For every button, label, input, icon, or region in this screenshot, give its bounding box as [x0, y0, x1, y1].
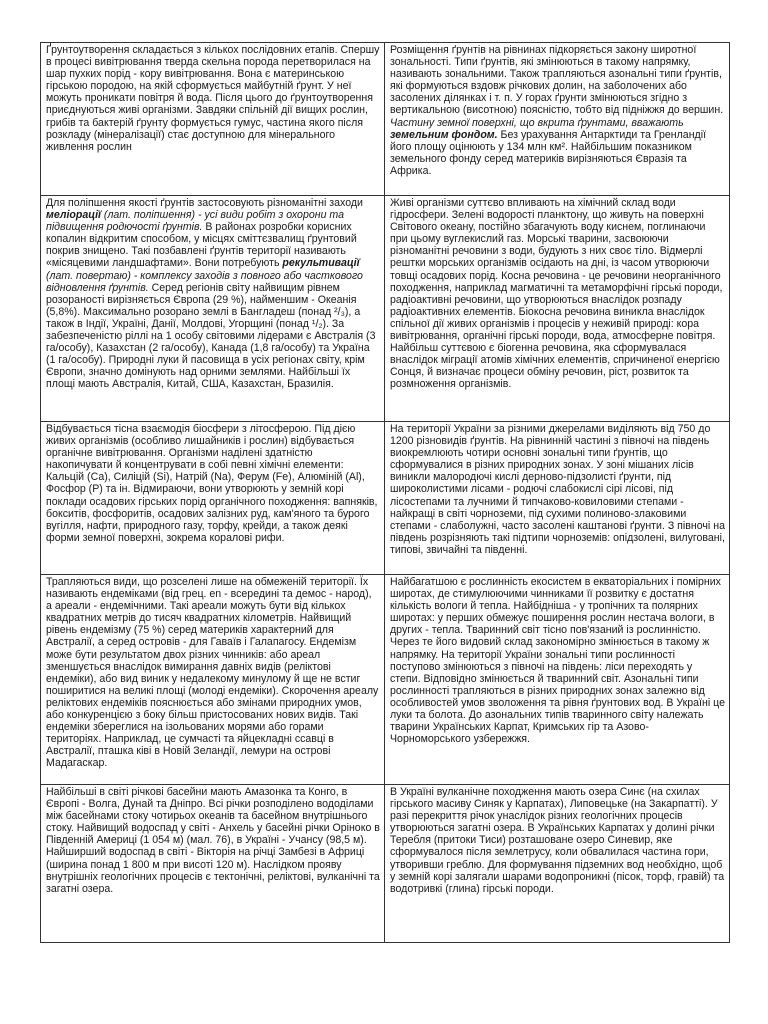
table-cell: В Україні вулканічне походження мають озера Синє (на схилах гірського масиву Синяк у Карпатах), Липовецьке (на Закарпатті). У разі перекриття річок унаслідок різних геологічних процесів утворюються загатні озера. В Українських Карпатах у долині річки Теребля (притоки Тиси) розташоване озеро Синевир, яке сформувалося після землетрусу, коли обвалилася частина гори, утворивши греблю. Для формування підземних вод необхідно, щоб у земній корі залягали шарами водопроникні (пісок, торф, гравій) та водотривкі (глина) гірські породи. [390, 786, 725, 895]
table-row [41, 574, 729, 784]
table-row [41, 195, 729, 421]
table-cell: Трапляються види, що розселені лише на обмеженій території. Їх називають ендеміками (від грец. en - всередині та демос - народ), а ареали - ендемічними. Такі ареали можуть бути від кількох квадратних метрів до тисяч квадратних кілометрів. Найвищий рівень ендемізму (75 %) серед материків характерний для Австралії, а серед островів - для Гаваїв і Галапагосу. Ендемізм може бути результатом двох різних чинників: або ареал зменшується внаслідок вимирання давніх видів (реліктові ендеміки), або вид виник у недалекому минулому й ще не встиг поширитися на великі площі (молоді ендеміки). Скорочення ареалу реліктових ендеміків пояснюється або змінами природних умов, або конкуренцією з боку більш пристосованих нових видів. Такі ендеміки збереглися на ізольованих морями або горами територіях. Наприклад, це сумчасті та яйцекладні ссавці в Австралії, пташка ківі в Новій Зеландії, лемури на острові Мадагаскар. [41, 575, 385, 784]
table-cell: Відбувається тісна взаємодія біосфери з літосферою. Під дією живих організмів (особливо лишайників і рослин) відбувається органічне вивітрювання. Організми наділені здатністю накопичувати й концентрувати в собі певні хімічні елементи: Кальцій (Са), Силіцій (Si), Натрій (Na), Ферум (Fe), Алюміній (Al), Фосфор (Р) та ін. Відмираючи, вони утворюють у земній корі поклади осадових гірських порід органічного походження: вапняків, бокситів, фосфоритів, осадових залізних руд, кам'яного та бурого вугілля, нафти, природного газу, торфу, крейди, а також деякі форми земної поверхні, зокрема коралові рифи. [41, 422, 385, 574]
table-cell: Для поліпшення якості ґрунтів застосовують різноманітні заходи меліорації (лат. поліпшення) - усі види робіт з охорони та підвищення родючості ґрунтів. В районах розробки корисних копалин відкритим способом, у місцях сміттєзвалищ ґрунтовий покрив знищено. Такі позбавлені ґрунтів території називають «місяцевими ландшафтами». Вони потребують рекультивації (лат. повертаю) - комплексу заходів з повного або часткового відновлення ґрунтів. Серед регіонів світу найвищим рівнем розораності вирізняється Європа (29 %), найменшим - Океанія (5,8%). Максимально розорано землі в Бангладеш (понад ²/₃), а також в Індії, Україні, Данії, Молдові, Угорщині (понад ¹/₂). За забезпеченістю ріллі на 1 особу світовими лідерами є Австралія (3 га/особу), Казахстан (2 га/особу), Канада (1,8 га/особу) та Україна (1 га/особу). Природні луки й пасовища в усіх регіонах світу, крім Європи, значно домінують над орними землями. Найбільші їх площі мають Австралія, Китай, США, Казахстан, Бразилія. [41, 196, 385, 421]
table-row [41, 43, 729, 195]
table-cell: Найбагатшою є рослинність екосистем в екваторіальних і помірних широтах, де стимулюючими чинниками її розвитку є достатня кількість вологи й тепла. Найбідніша - у тропічних та полярних широтах: у перших обмежує поширення рослин нестача вологи, в других - тепла. Тваринний світ тісно пов'язаний із рослинністю. Через те його видовий склад закономірно змінюється в такому ж напрямку. На території України зональні типи рослинності поступово змінюються з півночі на південь: ліси переходять у степи. Відповідно змінюється й тваринний світ. Азональні типи рослинності трапляються в різних природних зонах залежно від особливостей умов зволоження та рівня ґрунтових вод. В Україні це луки та болота. До азональних типів тваринного світу належать тварини Українських Карпат, Кримських гір та Азово-Чорноморського узбережжя. [390, 576, 725, 746]
info-table [40, 42, 730, 943]
table-cell: Ґрунтоутворення складається з кількох послідовних етапів. Спершу в процесі вивітрювання тверда скельна порода перетворилася на шар пухких порід - кору вивітрювання. Вона є материнською гірською породою, на якій сформується майбутній ґрунт. У неї можуть проникати повітря й вода. Після цього до ґрунтоутворення приєднуються живі організми. Завдяки спільній дії вищих рослин, грибів та бактерій ґрунту формується гумус, частина якого після розкладу (мінералізації) стає доступною для мінерального живлення рослин [41, 43, 385, 195]
table-cell: Найбільші в світі річкові басейни мають Амазонка та Конго, в Європі - Волга, Дунай та Дніпро. Всі річки розподілено вододілами між басейнами стоку чотирьох океанів та басейном внутрішнього стоку. Найвищий водоспад у світі - Анхель у басейні річки Оріноко в Південній Америці (1 054 м) (мал. 76), в Україні - Учансу (98,5 м). Найширший водоспад в світі - Вікторія на річці Замбезі в Африці (ширина понад 1 800 м при висоті 120 м). Наслідком прояву внутрішніх геологічних процесів є тектонічні, реліктові, вулканічні та загатні озера. [41, 785, 385, 942]
table-cell: Живі організми суттєво впливають на хімічний склад води гідросфери. Зелені водорості планктону, що живуть на поверхні Світового океану, постійно збагачують воду киснем, поглинаючи при цьому вуглекислий газ. Морські тварини, засвоюючи різноманітні речовини з води, будують з них своє тіло. Відмерлі рештки морських організмів осідають на дні, із часом утворюючи товщі осадових порід. Косна речовина - це речовини неорганічного походження, наприклад магматичні та метаморфічні гірські породи, радіоактивні речовини, що утворюються внаслідок розпаду радіоактивних елементів. Біокосна речовина виникла внаслідок спільної дії живих організмів і процесів у неживій природі: кора вивітрювання, органічні гірські породи, вода, атмосферне повітря. Найбільш суттєвою є біогенна речовина, яка сформувалася внаслідок міграції атомів хімічних елементів, спричиненої енергією Сонця, й визначає процеси обміну речовин, ріст, розвиток та розмноження організмів. [390, 197, 723, 391]
table-cell: Розміщення ґрунтів на рівнинах підкоряється закону широтної зональності. Типи ґрунтів, які змінюються в такому напрямку, називають зональними. Також трапляються азональні типи ґрунтів, які формуються вздовж річкових долин, на заболочених або засолених ділянках і т. п. У горах ґрунти змінюються згідно з вертикальною (висотною) поясністю, тобто від підніжжя до вершин. Частину земної поверхні, що вкрита ґрунтами, вважають земельним фондом. Без урахування Антарктиди та Гренландії його площу оцінюють у 134 млн км². Найбільшим показником земельного фонду серед материків вирізняються Євразія та Африка. [390, 44, 724, 177]
table-cell: На території України за різними джерелами виділяють від 750 до 1200 різновидів ґрунтів. На рівнинній частині з півночі на південь виокремлюють чотири основні зональні типи ґрунтів, що сформувалися в різних природних зонах. У зоні мішаних лісів виникли малородючі кислі дерново-підзолисті ґрунти, під широколистими лісами - родючі слабокислі сірі лісові, під лісостепами та лучними й типчаково-ковиловими степами - найкращі в світі чорноземи, під сухими полиново-злаковими степами - слаболужні, часто засолені каштанові ґрунти. З півночі на південь розрізняють такі підтипи чорноземів: опідзолені, вилуговані, типові, звичайні та південні. [390, 423, 725, 556]
table-row [41, 421, 729, 574]
table-row [41, 784, 729, 942]
